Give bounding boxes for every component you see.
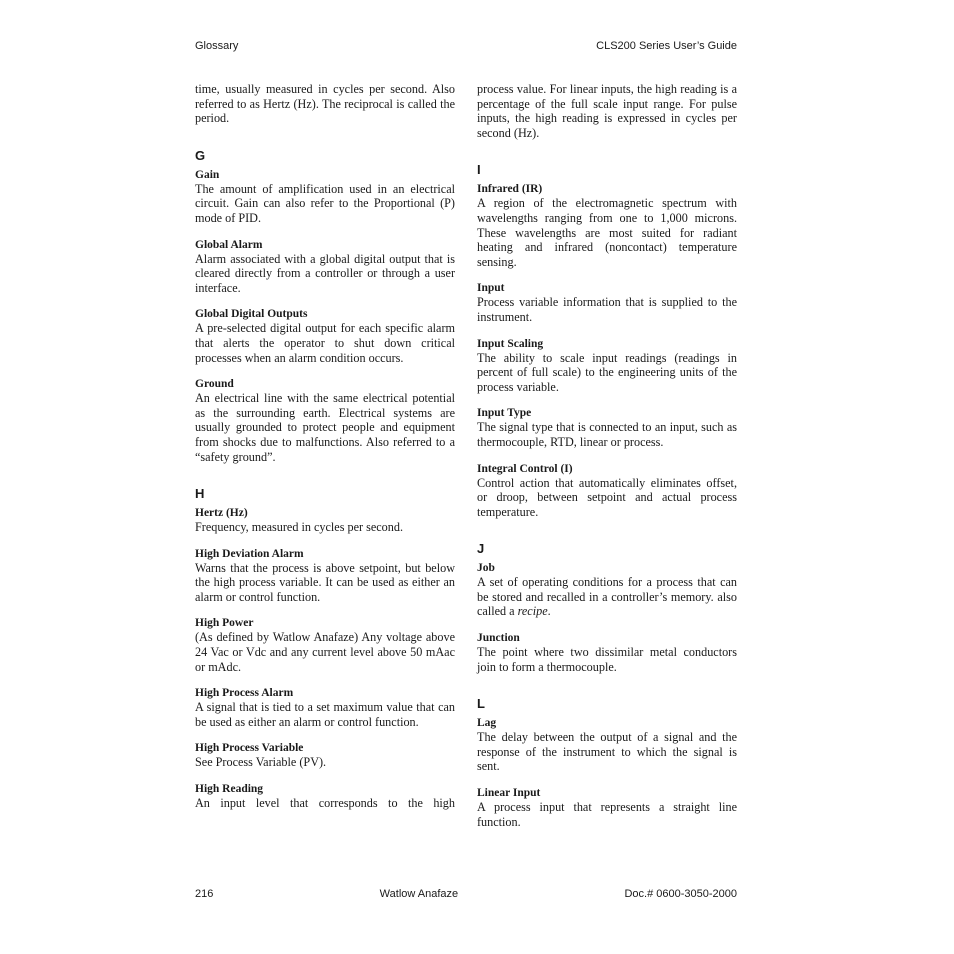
glossary-term: Input [477, 282, 505, 295]
glossary-definition: The delay between the output of a signal and the response of the instrument to which the signal is sent. [477, 730, 737, 774]
glossary-entry-integral-control [477, 462, 737, 520]
glossary-term: Global Digital Outputs [195, 308, 308, 321]
definition-end: . [547, 604, 551, 619]
glossary-term: High Process Variable [195, 742, 304, 755]
section-letter-j: J [477, 541, 485, 557]
continued-definition: time, usually measured in cycles per second. Also referred to as Hertz (Hz). The reciprocal is called the period. [195, 82, 455, 126]
glossary-term: Integral Control (I) [477, 462, 573, 475]
glossary-definition: An electrical line with the same electrical potential as the surrounding earth. Electrical systems are usually grounded to protect people and equipment from shocks due to malfunctions. Also referred to a “safety ground”. [195, 391, 455, 464]
glossary-definition: The ability to scale input readings (readings in percent of full scale) to the engineering units of the process variable. [477, 350, 737, 394]
section-letter-h: H [195, 486, 205, 502]
glossary-definition: The amount of amplification used in an electrical circuit. Gain can also refer to the Proportional (P) mode of PID. [195, 181, 455, 225]
glossary-definition: A process input that represents a straight line function. [477, 800, 737, 829]
section-letter-g: G [195, 147, 206, 163]
left-column [195, 82, 455, 811]
glossary-term: Lag [477, 717, 497, 730]
definition-emphasis: recipe [517, 604, 548, 619]
glossary-term: Hertz (Hz) [195, 507, 248, 520]
glossary-entry-high-reading [195, 782, 455, 811]
glossary-term: Global Alarm [195, 238, 263, 251]
glossary-term: Input Type [477, 407, 532, 420]
glossary-entry-input-scaling [477, 337, 737, 395]
glossary-entry-job [477, 561, 737, 619]
glossary-term: Infrared (IR) [477, 183, 543, 196]
glossary-definition: Control action that automatically eliminates offset, or droop, between setpoint and actual process temperature. [477, 475, 737, 519]
glossary-term: High Reading [195, 783, 264, 796]
glossary-term: Input Scaling [477, 337, 544, 350]
glossary-entry-high-power [195, 616, 455, 674]
glossary-definition: An input level that corresponds to the high [195, 796, 455, 811]
glossary-term: High Power [195, 617, 254, 630]
section-letter-i: I [477, 162, 481, 178]
page-number: 216 [195, 888, 214, 900]
glossary-definition: Warns that the process is above setpoint, but below the high process variable. It can be used as either an alarm or control function. [195, 560, 455, 604]
glossary-definition: A region of the electromagnetic spectrum with wavelengths ranging from one to 1,000 microns. These wavelengths are most suited for radiant heating and infrared (noncontact) temperature sensing. [477, 196, 737, 269]
running-footer [195, 888, 737, 900]
glossary-entry-hertz [195, 506, 455, 535]
glossary-entry-high-process-alarm [195, 686, 455, 729]
glossary-term: Ground [195, 378, 234, 391]
glossary-entry-high-deviation-alarm [195, 547, 455, 605]
footer-doc-number: Doc.# 0600-3050-2000 [624, 888, 737, 900]
footer-publisher: Watlow Anafaze [379, 888, 459, 900]
glossary-entry-input-type [477, 406, 737, 449]
glossary-term: Job [477, 562, 495, 575]
glossary-definition: The signal type that is connected to an input, such as thermocouple, RTD, linear or process. [477, 420, 737, 449]
header-book-title: CLS200 Series User’s Guide [596, 40, 737, 52]
glossary-entry-ground [195, 377, 455, 464]
glossary-term: High Deviation Alarm [195, 547, 304, 560]
glossary-entry-linear-input [477, 786, 737, 829]
glossary-definition: Process variable information that is supplied to the instrument. [477, 295, 737, 324]
glossary-definition: See Process Variable (PV). [195, 755, 327, 770]
glossary-definition: The point where two dissimilar metal conductors join to form a thermocouple. [477, 645, 737, 674]
glossary-entry-infrared [477, 182, 737, 269]
section-letter-l: L [477, 696, 485, 712]
glossary-entry-input [477, 281, 737, 324]
running-header [195, 40, 737, 52]
glossary-entry-global-alarm [195, 238, 455, 296]
glossary-term: Gain [195, 168, 220, 181]
glossary-term: Linear Input [477, 787, 541, 800]
glossary-entry-junction [477, 631, 737, 674]
glossary-definition [477, 575, 737, 619]
glossary-entry-gain [195, 168, 455, 226]
header-section-title: Glossary [195, 40, 239, 52]
glossary-definition: Frequency, measured in cycles per second. [195, 520, 404, 535]
glossary-definition: (As defined by Watlow Anafaze) Any voltage above 24 Vac or Vdc and any current level above 50 mAac or mAdc. [195, 630, 455, 674]
right-column [477, 82, 737, 829]
glossary-term: High Process Alarm [195, 687, 294, 700]
glossary-entry-global-digital-outputs [195, 307, 455, 365]
continued-definition: process value. For linear inputs, the high reading is a percentage of the full scale input range. For pulse inputs, the high reading is expressed in cycles per second (Hz). [477, 82, 737, 140]
glossary-term: Junction [477, 632, 520, 645]
glossary-definition: A pre-selected digital output for each specific alarm that alerts the operator to shut down critical processes when an alarm condition occurs. [195, 321, 455, 365]
glossary-definition: Alarm associated with a global digital output that is cleared directly from a controller or through a user interface. [195, 251, 455, 295]
glossary-definition: A signal that is tied to a set maximum value that can be used as either an alarm or control function. [195, 700, 455, 729]
definition-text: A set of operating conditions for a process that can be stored and recalled in a controller’s memory. also called a [477, 575, 737, 619]
glossary-entry-lag [477, 716, 737, 774]
glossary-entry-high-process-variable [195, 741, 455, 770]
